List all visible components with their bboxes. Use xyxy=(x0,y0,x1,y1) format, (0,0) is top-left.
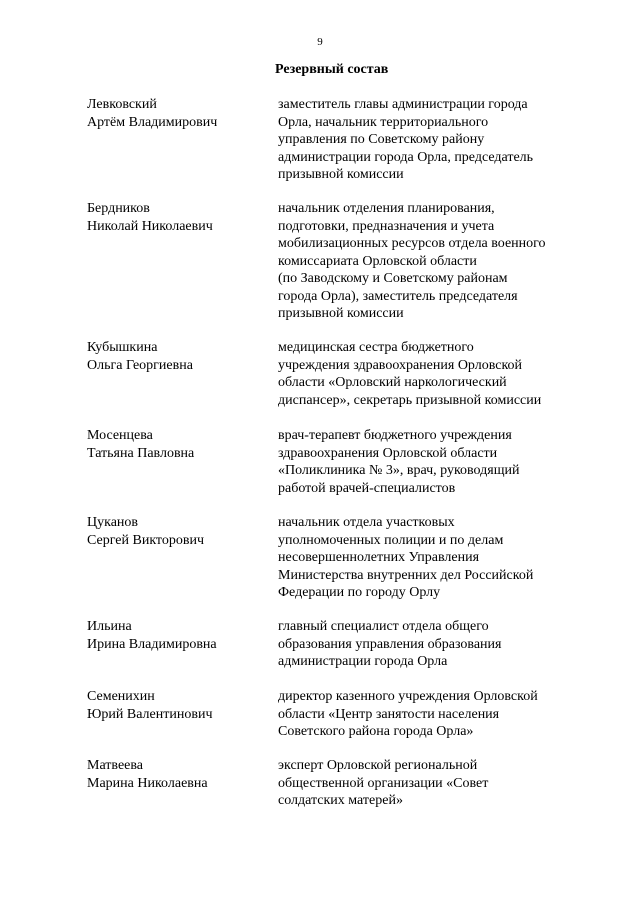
role-line: области «Центр занятости населения xyxy=(278,706,500,722)
member-surname: Ильина xyxy=(87,619,132,634)
role-line: работой врачей-специалистов xyxy=(278,480,456,496)
role-line: здравоохранения Орловской области xyxy=(278,445,498,461)
member-given-names: Татьяна Павловна xyxy=(87,445,195,461)
member-surname: Левковский xyxy=(87,97,157,112)
role-line: Орла, начальник территориального xyxy=(278,114,489,130)
role-line: солдатских матерей» xyxy=(278,793,403,808)
role-line: администрации города Орла, председатель xyxy=(278,149,534,165)
role-line: Советского района города Орла» xyxy=(278,724,474,739)
member-name xyxy=(87,618,267,653)
member-name xyxy=(87,757,267,792)
role-line: (по Заводскому и Советскому районам xyxy=(278,271,508,286)
role-line: несовершеннолетних Управления xyxy=(278,550,480,565)
member-role xyxy=(278,200,578,323)
role-line: учреждения здравоохранения Орловской xyxy=(278,357,523,373)
member-given-names: Николай Николаевич xyxy=(87,218,213,234)
member-name xyxy=(87,96,267,131)
role-line: мобилизационных ресурсов отдела военного xyxy=(278,236,546,251)
role-line: комиссариата Орловской области xyxy=(278,253,477,269)
member-name xyxy=(87,200,267,235)
role-line: управления по Советскому району xyxy=(278,132,485,147)
member-surname: Семенихин xyxy=(87,689,155,704)
member-surname: Бердников xyxy=(87,201,150,216)
role-line: города Орла), заместитель председателя xyxy=(278,288,518,304)
role-line: администрации города Орла xyxy=(278,654,448,669)
member-given-names: Юрий Валентинович xyxy=(87,706,213,722)
member-given-names: Артём Владимирович xyxy=(87,114,218,130)
member-role xyxy=(278,757,578,810)
member-role xyxy=(278,514,578,602)
member-role xyxy=(278,688,578,741)
section-title: Резервный состав xyxy=(275,62,389,77)
member-role xyxy=(278,96,578,184)
role-line: начальник отделения планирования, xyxy=(278,201,495,216)
member-role xyxy=(278,339,578,409)
member-surname: Мосенцева xyxy=(87,428,153,443)
role-line: заместитель главы администрации города xyxy=(278,97,528,112)
member-name xyxy=(87,427,267,462)
role-line: «Поликлиника № 3», врач, руководящий xyxy=(278,463,520,478)
role-line: врач-терапевт бюджетного учреждения xyxy=(278,428,512,443)
member-role xyxy=(278,427,578,497)
member-name xyxy=(87,339,267,374)
role-line: призывной комиссии xyxy=(278,306,404,321)
role-line: образования управления образования xyxy=(278,636,502,652)
member-surname: Кубышкина xyxy=(87,340,158,355)
role-line: общественной организации «Совет xyxy=(278,775,489,791)
role-line: медицинская сестра бюджетного xyxy=(278,340,474,355)
member-name xyxy=(87,514,267,549)
role-line: эксперт Орловской региональной xyxy=(278,758,478,773)
role-line: призывной комиссии xyxy=(278,167,404,182)
role-line: Федерации по городу Орлу xyxy=(278,585,441,600)
member-given-names: Ольга Георгиевна xyxy=(87,357,193,373)
member-role xyxy=(278,618,578,671)
page-number: 9 xyxy=(317,36,323,48)
member-name xyxy=(87,688,267,723)
member-surname: Цуканов xyxy=(87,515,139,530)
role-line: главный специалист отдела общего xyxy=(278,619,489,634)
role-line: Министерства внутренних дел Российской xyxy=(278,567,534,583)
member-given-names: Марина Николаевна xyxy=(87,775,208,791)
member-surname: Матвеева xyxy=(87,758,144,773)
role-line: подготовки, предназначения и учета xyxy=(278,218,495,234)
role-line: уполномоченных полиции и по делам xyxy=(278,532,504,548)
role-line: начальник отдела участковых xyxy=(278,515,455,530)
member-given-names: Сергей Викторович xyxy=(87,532,205,548)
role-line: области «Орловский наркологический xyxy=(278,375,507,390)
member-given-names: Ирина Владимировна xyxy=(87,636,217,652)
role-line: директор казенного учреждения Орловской xyxy=(278,689,538,704)
role-line: диспансер», секретарь призывной комиссии xyxy=(278,392,542,408)
